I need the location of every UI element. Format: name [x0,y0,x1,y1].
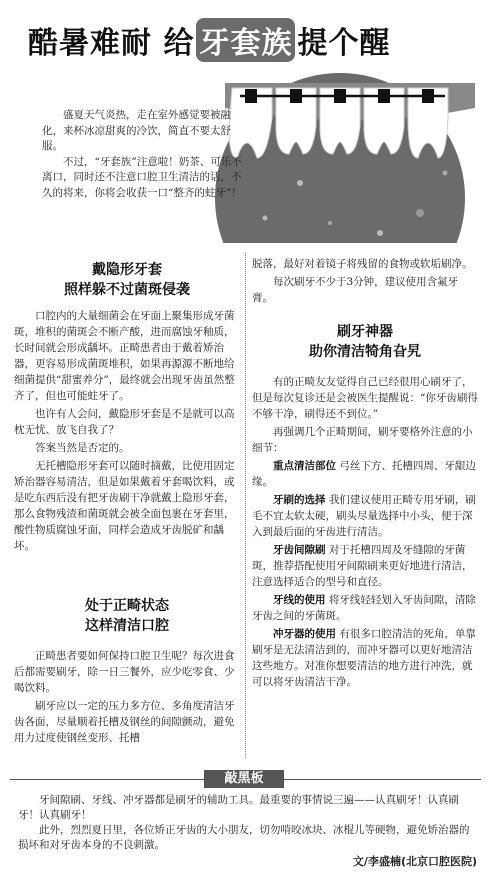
sidebar-paragraph: 牙间隙刷、牙线、冲牙器都是刷牙的辅助工具。最重要的事情说三遍——认真刷牙！认真刷牙！认真刷牙！ [18,794,459,821]
section-invisible-aligners [14,260,240,556]
body-paragraph: 刷牙应以一定的压力多方位、多角度清洁牙齿各面，尽量顺着托槽及钢丝的间隙颤动，避免用力过度使钢丝变形、托槽 [14,700,235,744]
body-paragraph: 有的正畸友友觉得自己已经很用心刷牙了，但是每次复诊还是会被医生提醒说：“你牙齿刷得不够干净，刷得还不到位。” [252,376,478,420]
intro-text [42,108,242,201]
right-column [252,256,478,692]
section-heading: 处于正畸状态 这样清洁口腔 [85,598,169,634]
section-heading: 刷牙神器 助你清洁犄角旮旯 [309,324,421,360]
sidebar-paragraph: 此外，烈烈夏日里，各位矫正牙齿的大小朋友，切勿啃咬冰块、冰棍儿等硬物，避免矫治器的损坏和对牙齿本身的不良刺激。 [18,824,470,851]
body-paragraph: 脱落，最好对着镜子将残留的食物或软垢刷净。 [252,258,473,270]
sidebar-tag: 敲黑板 [204,770,284,788]
column-divider [245,253,246,758]
sidebar-text [18,793,474,853]
body-paragraph: 无托槽隐形牙套可以随时摘戴，比使用固定矫治器容易清洁，但是如果戴着牙套喝饮料，或是吃东西后没有把牙齿刷干净就戴上隐形牙套，那么食物残渣和菌斑就会被全面包裹在牙套里，酸性物质腐蚀牙面，同样会造成牙齿脱矿和龋坏。 [14,460,235,552]
article-title [28,18,390,62]
body-paragraph: 正畸患者要如何保持口腔卫生呢？每次进食后都需要刷牙，除一日三餐外，应少吃零食、少喝饮料。 [14,650,235,694]
body-paragraph: 口腔内的大量细菌会在牙面上聚集形成牙菌斑，堆积的菌斑会不断产酸，进而腐蚀牙釉质，长时间就会形成龋坏。正畸患者由于戴着矫治器，更容易形成菌斑堆积，如果再源源不断地给细菌提供“甜蜜养分”，最终就会出现牙齿虽然整齐了，但也可能蛀牙了。 [14,310,235,402]
body-paragraph: 再强调几个正畸期间，刷牙要格外注意的小细节： [252,426,473,454]
body-paragraph: 答案当然是否定的。 [35,442,130,454]
body-paragraph: 也许有人会问，戴隐形牙套是不是就可以高枕无忧、放飞自我了？ [14,408,235,436]
intro-paragraph: 不过，“牙套族”注意啦！奶茶、可乐不离口，同时还不注意口腔卫生清洁的话，不久的将来，你将会收获一口“整齐的蛀牙”！ [42,155,242,199]
section-heading: 戴隐形牙套 照样躲不过菌斑侵袭 [64,262,190,298]
tip-item: 牙线的使用 将牙线轻轻划入牙齿间隙，清除牙齿之间的牙菌斑。 [252,594,476,622]
intro-paragraph: 盛夏天气炎热，走在室外感觉要被融化，来杯冰凉甜爽的冷饮，简直不要太舒服。 [42,109,231,152]
sidebar-header [10,770,481,788]
tip-item: 牙齿间隙刷 对于托槽四周及牙缝隙的牙菌斑，推荐搭配使用牙间隙刷来更好地进行清洁，注意选择适合的型号和直径。 [252,544,473,588]
tip-item: 牙刷的选择 我们建议使用正畸专用牙刷，刷毛不宜太软太硬，刷头尽量选择中小头，便于深入到最后面的牙齿进行清洁。 [252,494,476,538]
tip-item: 重点清洁部位 弓丝下方、托槽四周、牙龈边缘。 [252,460,476,488]
author-byline: 文/李盛楠(北京口腔医院) [352,855,477,868]
section-cleaning [14,596,240,748]
body-paragraph: 每次刷牙不少于3分钟，建议使用含氟牙膏。 [252,276,459,304]
title-part-2: 提个醒 [297,26,391,61]
tip-item: 冲牙器的使用 有很多口腔清洁的死角，单靠刷牙是无法清洁到的，而冲牙器可以更好地清洁这些地方。对准你想要清洁的地方进行冲洗，就可以将牙齿清洁干净。 [252,628,476,688]
title-part-1: 酷暑难耐 给 [28,26,195,61]
title-highlight: 牙套族 [196,18,295,62]
